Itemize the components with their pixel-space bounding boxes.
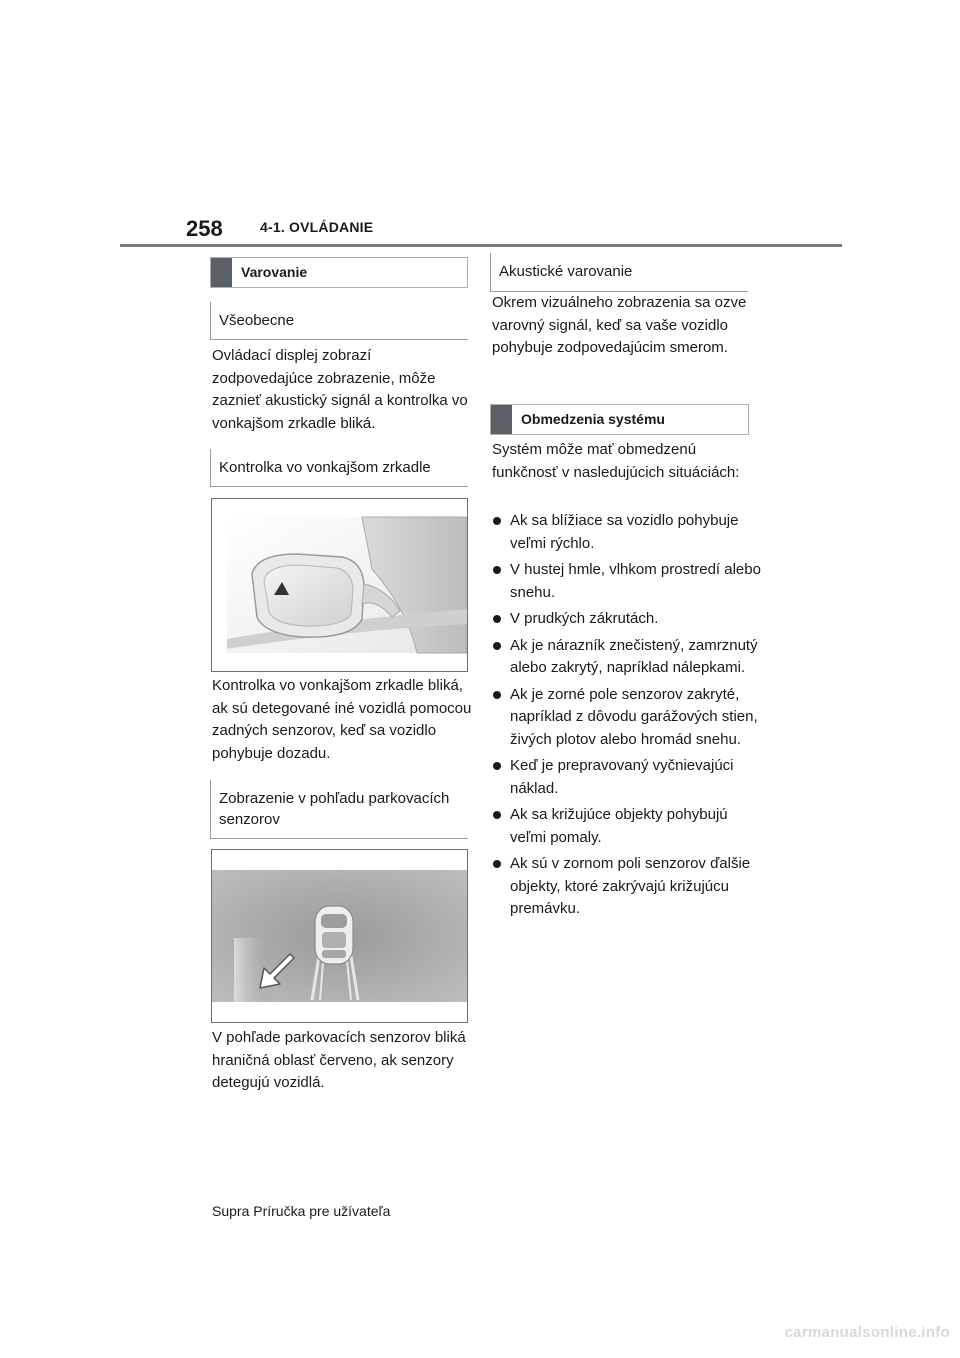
subheading-parking-view: Zobrazenie v pohľadu parkovacích senzorov — [210, 780, 468, 839]
heading-tab — [491, 405, 512, 434]
heading-varovanie — [210, 257, 468, 288]
bullet-icon — [493, 860, 501, 868]
heading-tab — [211, 258, 232, 287]
list-item: V hustej hmle, vlhkom prostredí alebo snehu. — [492, 559, 762, 604]
bullet-icon — [493, 615, 501, 623]
paragraph-mirror-indicator: Kontrolka vo vonkajšom zrkadle bliká, ak sú detegované iné vozidlá pomocou zadných senzorov, keď sa vozidlo pohybuje dozadu. — [212, 677, 472, 762]
watermark: carmanualsonline.info — [784, 1324, 950, 1341]
list-item: Ak je zorné pole senzorov zakryté, napríklad z dôvodu garážových stien, živých plotov alebo hromád snehu. — [492, 684, 762, 752]
list-item: Keď je prepravovaný vyčnievajúci náklad. — [492, 755, 762, 800]
paragraph-general: Ovládací displej zobrazí zodpovedajúce zobrazenie, môže zaznieť akustický signál a kontrolka vo vonkajšom zrkadle bliká. — [212, 347, 468, 432]
bullet-icon — [493, 691, 501, 699]
section-title: 4-1. OVLÁDANIE — [260, 219, 374, 235]
parking-view-illustration — [212, 850, 467, 1022]
subheading-acoustic-warning: Akustické varovanie — [490, 253, 748, 292]
subheading-vseobecne: Všeobecne — [210, 302, 468, 340]
car-top-view-icon — [315, 906, 353, 964]
page-number: 258 — [186, 216, 223, 241]
bullet-icon — [493, 762, 501, 770]
header-rule — [120, 244, 842, 247]
bullet-icon — [493, 566, 501, 574]
limitations-list — [492, 510, 762, 925]
heading-system-limits — [490, 404, 749, 435]
list-item: V prudkých zákrutách. — [492, 608, 762, 631]
side-mirror-illustration — [212, 499, 467, 671]
list-item: Ak sa križujúce objekty pohybujú veľmi pomaly. — [492, 804, 762, 849]
paragraph-parking-view: V pohľade parkovacích senzorov bliká hraničná oblasť červeno, ak senzory detegujú vozidlá. — [212, 1029, 466, 1091]
list-item: Ak je nárazník znečistený, zamrznutý alebo zakrytý, napríklad nálepkami. — [492, 635, 762, 680]
bullet-icon — [493, 517, 501, 525]
heading-label: Varovanie — [241, 264, 308, 280]
footer-text: Supra Príručka pre užívateľa — [212, 1203, 391, 1219]
bullet-icon — [493, 642, 501, 650]
heading-label: Obmedzenia systému — [521, 411, 665, 427]
figure-parking-view — [211, 849, 468, 1023]
subheading-mirror-indicator: Kontrolka vo vonkajšom zrkadle — [210, 449, 468, 487]
paragraph-system-limits: Systém môže mať obmedzenú funkčnosť v nasledujúcich situáciách: — [492, 441, 740, 481]
list-item: Ak sú v zornom poli senzorov ďalšie objekty, ktoré zakrývajú križujúcu premávku. — [492, 853, 762, 921]
paragraph-acoustic-warning: Okrem vizuálneho zobrazenia sa ozve varovný signál, keď sa vaše vozidlo pohybuje zodpovedajúcim smerom. — [492, 294, 747, 356]
list-item: Ak sa blížiace sa vozidlo pohybuje veľmi rýchlo. — [492, 510, 762, 555]
bullet-icon — [493, 811, 501, 819]
figure-side-mirror — [211, 498, 468, 672]
